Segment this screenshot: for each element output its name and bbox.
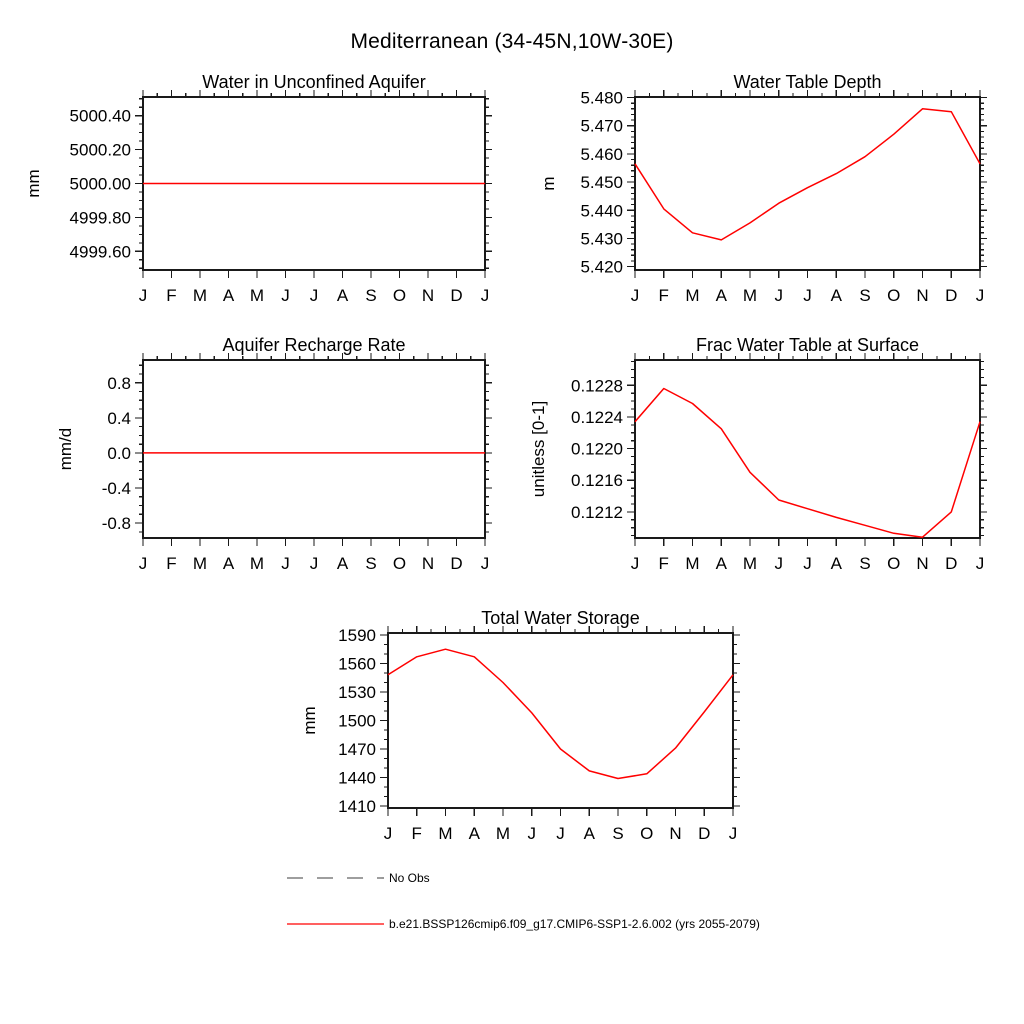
y-tick-label: 1500	[338, 711, 376, 731]
x-tick-label: N	[421, 554, 435, 573]
x-tick-label: F	[658, 554, 669, 573]
x-tick-label: J	[138, 286, 148, 305]
x-tick-label: A	[336, 554, 349, 573]
x-tick-label: N	[669, 824, 682, 843]
y-tick-label: 5.460	[580, 144, 623, 164]
y-tick-label: 1410	[338, 797, 376, 817]
x-tick-label: A	[830, 554, 842, 573]
x-tick-label: A	[715, 286, 727, 305]
x-tick-label: N	[916, 554, 929, 573]
x-tick-label: J	[383, 824, 393, 843]
x-tick-label: O	[392, 554, 407, 573]
y-tick-label: 0.4	[107, 408, 131, 428]
y-tick-label: 5000.40	[69, 106, 131, 126]
x-tick-label: D	[450, 286, 463, 305]
chart-title: Frac Water Table at Surface	[695, 335, 920, 355]
x-tick-label: J	[975, 554, 985, 573]
x-tick-label: J	[803, 286, 812, 305]
y-tick-label: 1470	[338, 740, 376, 760]
x-tick-label: D	[945, 554, 958, 573]
x-tick-label: A	[830, 286, 842, 305]
plot-frame	[143, 360, 485, 538]
plot-frame	[635, 360, 980, 538]
y-tick-label: 5000.20	[69, 140, 131, 160]
x-tick-label: J	[281, 286, 290, 305]
x-tick-label: A	[715, 554, 727, 573]
x-tick-label: J	[281, 554, 290, 573]
x-tick-label: J	[527, 824, 536, 843]
x-tick-label: M	[495, 824, 511, 843]
x-tick-label: J	[138, 554, 148, 573]
y-tick-label: 1560	[338, 654, 376, 674]
y-tick-label: 5.420	[580, 257, 623, 277]
y-tick-label: 5.450	[580, 173, 623, 193]
x-tick-label: N	[916, 286, 929, 305]
y-tick-label: -0.8	[101, 514, 131, 534]
x-tick-label: D	[945, 286, 958, 305]
y-tick-label: 5000.00	[69, 174, 131, 194]
x-tick-label: F	[166, 286, 177, 305]
y-tick-label: 1440	[338, 768, 376, 788]
y-tick-label: 0.1212	[571, 502, 623, 522]
plot-frame	[388, 633, 733, 808]
y-tick-label: 1590	[338, 625, 376, 645]
y-tick-label: 1530	[338, 682, 376, 702]
x-tick-label: J	[728, 824, 738, 843]
x-tick-label: A	[222, 554, 235, 573]
x-tick-label: J	[774, 286, 783, 305]
chart-3	[529, 335, 987, 573]
chart-2	[56, 335, 492, 573]
y-tick-label: 0.1220	[571, 439, 623, 459]
x-tick-label: J	[630, 554, 640, 573]
x-tick-label: O	[640, 824, 654, 843]
y-axis-label: unitless [0-1]	[529, 400, 548, 498]
chart-title: Aquifer Recharge Rate	[222, 335, 406, 355]
y-tick-label: 4999.60	[69, 242, 131, 262]
x-tick-label: J	[556, 824, 565, 843]
data-line	[388, 649, 733, 778]
x-tick-label: A	[336, 286, 349, 305]
x-tick-label: M	[192, 554, 208, 573]
x-tick-label: S	[365, 286, 377, 305]
x-tick-label: M	[742, 554, 758, 573]
chart-title: Total Water Storage	[481, 608, 640, 628]
y-tick-label: -0.4	[101, 479, 131, 499]
x-tick-label: J	[975, 286, 985, 305]
y-tick-label: 0.1228	[571, 376, 623, 396]
y-tick-label: 5.480	[580, 88, 623, 108]
legend-label-0: No Obs	[389, 871, 430, 885]
x-tick-label: J	[480, 554, 490, 573]
y-axis-label: mm	[300, 706, 319, 735]
x-tick-label: S	[612, 824, 624, 843]
legend-label-1: b.e21.BSSP126cmip6.f09_g17.CMIP6-SSP1-2.6.002 (yrs 2055-2079)	[389, 917, 760, 931]
figure-title: Mediterranean (34-45N,10W-30E)	[350, 30, 674, 53]
x-tick-label: J	[309, 554, 319, 573]
y-tick-label: 0.8	[107, 373, 131, 393]
y-tick-label: 5.430	[580, 229, 623, 249]
x-tick-label: O	[887, 286, 901, 305]
x-tick-label: F	[411, 824, 422, 843]
y-tick-label: 5.470	[580, 116, 623, 136]
x-tick-label: S	[859, 286, 871, 305]
x-tick-label: M	[685, 554, 700, 573]
x-tick-label: M	[249, 286, 265, 305]
x-tick-label: S	[859, 554, 871, 573]
x-tick-label: M	[438, 824, 453, 843]
chart-1	[539, 72, 987, 305]
x-tick-label: M	[685, 286, 700, 305]
x-tick-label: J	[480, 286, 490, 305]
x-tick-label: A	[468, 824, 480, 843]
y-tick-label: 0.1216	[571, 471, 623, 491]
x-tick-label: O	[392, 286, 407, 305]
y-tick-label: 0.0	[107, 443, 131, 463]
x-tick-label: J	[774, 554, 783, 573]
x-tick-label: O	[887, 554, 901, 573]
y-tick-label: 4999.80	[69, 208, 131, 228]
x-tick-label: D	[698, 824, 711, 843]
x-tick-label: J	[803, 554, 812, 573]
chart-4	[300, 608, 740, 843]
chart-title: Water in Unconfined Aquifer	[202, 72, 426, 92]
chart-title: Water Table Depth	[733, 72, 882, 92]
x-tick-label: S	[365, 554, 377, 573]
x-tick-label: J	[309, 286, 319, 305]
x-tick-label: A	[583, 824, 595, 843]
x-tick-label: F	[166, 554, 177, 573]
x-tick-label: M	[742, 286, 758, 305]
y-axis-label: m	[539, 176, 558, 191]
x-tick-label: J	[630, 286, 640, 305]
x-tick-label: N	[421, 286, 435, 305]
data-line	[635, 389, 980, 538]
plot-frame	[635, 97, 980, 270]
y-tick-label: 0.1224	[571, 407, 623, 427]
x-tick-label: M	[192, 286, 208, 305]
x-tick-label: M	[249, 554, 265, 573]
data-line	[635, 109, 980, 240]
x-tick-label: D	[450, 554, 463, 573]
x-tick-label: A	[222, 286, 235, 305]
y-axis-label: mm	[24, 169, 43, 198]
y-tick-label: 5.440	[580, 201, 623, 221]
y-axis-label: mm/d	[56, 427, 75, 471]
chart-0	[24, 72, 492, 305]
x-tick-label: F	[658, 286, 669, 305]
